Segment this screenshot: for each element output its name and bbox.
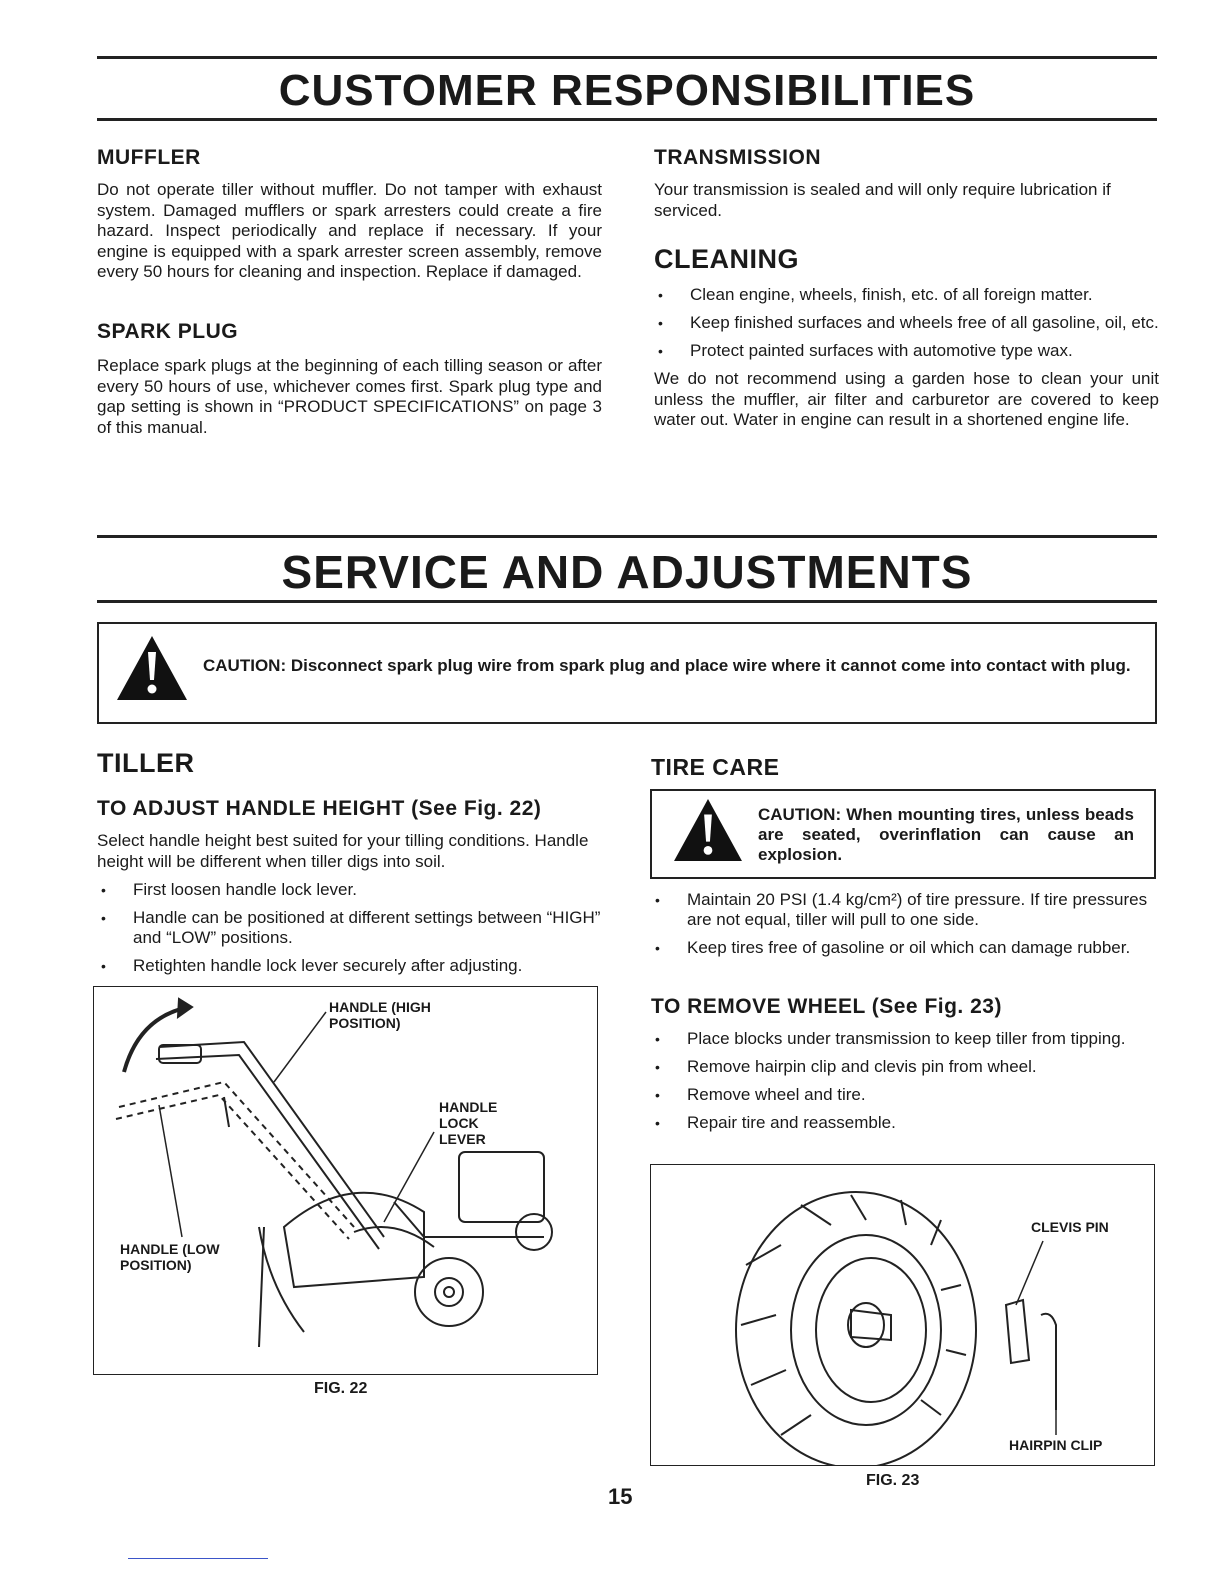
hairpin-clip-label: HAIRPIN CLIP bbox=[1009, 1437, 1103, 1453]
handle-height-list bbox=[97, 880, 607, 976]
tire-care-section bbox=[651, 754, 1161, 781]
handle-low-label: HANDLE (LOW POSITION) bbox=[120, 1241, 220, 1273]
list-item: • First loosen handle lock lever. bbox=[97, 880, 607, 900]
customer-responsibilities-title: CUSTOMER RESPONSIBILITIES bbox=[278, 66, 976, 115]
title-underline-rule bbox=[97, 118, 1157, 121]
handle-height-text: Select handle height best suited for your tilling conditions. Handle height will be different when tiller digs into soil. bbox=[97, 831, 589, 871]
adjust-handle-height-heading: TO ADJUST HANDLE HEIGHT (See Fig. 22) bbox=[97, 797, 542, 820]
cleaning-text: We do not recommend using a garden hose to clean your unit unless the muffler, air filter and carburetor are covered to keep water out. Water in engine can result in a shortened engine life. bbox=[654, 369, 1159, 429]
figure-23-box bbox=[650, 1164, 1155, 1466]
list-item: • Repair tire and reassemble. bbox=[651, 1113, 1156, 1133]
tire-caution-text: CAUTION: When mounting tires, unless beads are seated, overinflation can cause an explosion. bbox=[758, 805, 1134, 864]
tiller-section bbox=[97, 748, 607, 984]
list-item: • Protect painted surfaces with automotive type wax. bbox=[654, 341, 1159, 361]
handle-lock-lever-label: HANDLE LOCK LEVER bbox=[439, 1099, 498, 1147]
top-rule bbox=[97, 56, 1157, 59]
tiller-illustration bbox=[94, 987, 597, 1374]
remove-wheel-section bbox=[651, 995, 1156, 1141]
muffler-text: Do not operate tiller without muffler. Do not tamper with exhaust system. Damaged mufflers or spark arresters could create a fire hazard. Inspect periodically and replace if necessary. If your engine is equipped with a spark arrester screen assembly, remove every 50 hours for cleaning and inspection. Replace if damaged. bbox=[97, 180, 602, 281]
remove-wheel-list bbox=[651, 1029, 1156, 1133]
spark-plug-text: Replace spark plugs at the beginning of each tilling season or after every 50 hours of use, whichever comes first. Spark plug type and gap setting is shown in “PRODUCT SPECIFICATIONS” on page 3 of this manual. bbox=[97, 356, 602, 437]
tire-care-list bbox=[651, 890, 1156, 958]
wheel-illustration bbox=[651, 1165, 1154, 1465]
tire-care-heading: TIRE CARE bbox=[651, 754, 780, 780]
list-item: • Clean engine, wheels, finish, etc. of all foreign matter. bbox=[654, 285, 1159, 305]
figure-22-caption: FIG. 22 bbox=[314, 1380, 368, 1397]
caution-text: CAUTION: Disconnect spark plug wire from spark plug and place wire where it cannot come into contact with plug. bbox=[203, 656, 1131, 675]
cleaning-section bbox=[654, 244, 1159, 431]
figure-22-box bbox=[93, 986, 598, 1375]
transmission-heading: TRANSMISSION bbox=[654, 146, 822, 169]
tiller-heading: TILLER bbox=[97, 748, 195, 778]
remove-wheel-heading: TO REMOVE WHEEL (See Fig. 23) bbox=[651, 995, 1002, 1018]
spark-plug-heading: SPARK PLUG bbox=[97, 320, 239, 343]
list-item: • Remove hairpin clip and clevis pin from wheel. bbox=[651, 1057, 1156, 1077]
handle-high-label: HANDLE (HIGH POSITION) bbox=[329, 999, 431, 1031]
figure-23-caption: FIG. 23 bbox=[866, 1472, 920, 1489]
list-item: • Remove wheel and tire. bbox=[651, 1085, 1156, 1105]
page-number: 15 bbox=[608, 1484, 633, 1509]
cleaning-heading: CLEANING bbox=[654, 244, 799, 274]
tire-care-list-wrap bbox=[651, 890, 1156, 966]
muffler-heading: MUFFLER bbox=[97, 146, 201, 169]
service-top-rule bbox=[97, 535, 1157, 538]
list-item: • Keep finished surfaces and wheels free of all gasoline, oil, etc. bbox=[654, 313, 1159, 333]
cleaning-list bbox=[654, 285, 1159, 361]
list-item: • Place blocks under transmission to keep tiller from tipping. bbox=[651, 1029, 1156, 1049]
list-item: • Keep tires free of gasoline or oil which can damage rubber. bbox=[651, 938, 1156, 958]
warning-triangle-icon bbox=[672, 797, 744, 863]
transmission-section bbox=[654, 146, 1159, 221]
service-adjustments-title: SERVICE AND ADJUSTMENTS bbox=[281, 546, 973, 598]
warning-triangle-icon bbox=[115, 634, 189, 702]
list-item: • Handle can be positioned at different settings between “HIGH” and “LOW” positions. bbox=[97, 908, 607, 948]
caution-box bbox=[97, 622, 1157, 724]
muffler-section bbox=[97, 146, 602, 283]
spark-plug-section bbox=[97, 320, 602, 438]
list-item: • Retighten handle lock lever securely after adjusting. bbox=[97, 956, 607, 976]
transmission-text: Your transmission is sealed and will only require lubrication if serviced. bbox=[654, 180, 1111, 220]
service-title-underline-rule bbox=[97, 600, 1157, 603]
list-item: • Maintain 20 PSI (1.4 kg/cm²) of tire pressure. If tire pressures are not equal, tiller will pull to one side. bbox=[651, 890, 1156, 930]
clevis-pin-label: CLEVIS PIN bbox=[1031, 1219, 1109, 1235]
tire-caution-box bbox=[650, 789, 1156, 879]
bottom-divider bbox=[128, 1558, 268, 1559]
